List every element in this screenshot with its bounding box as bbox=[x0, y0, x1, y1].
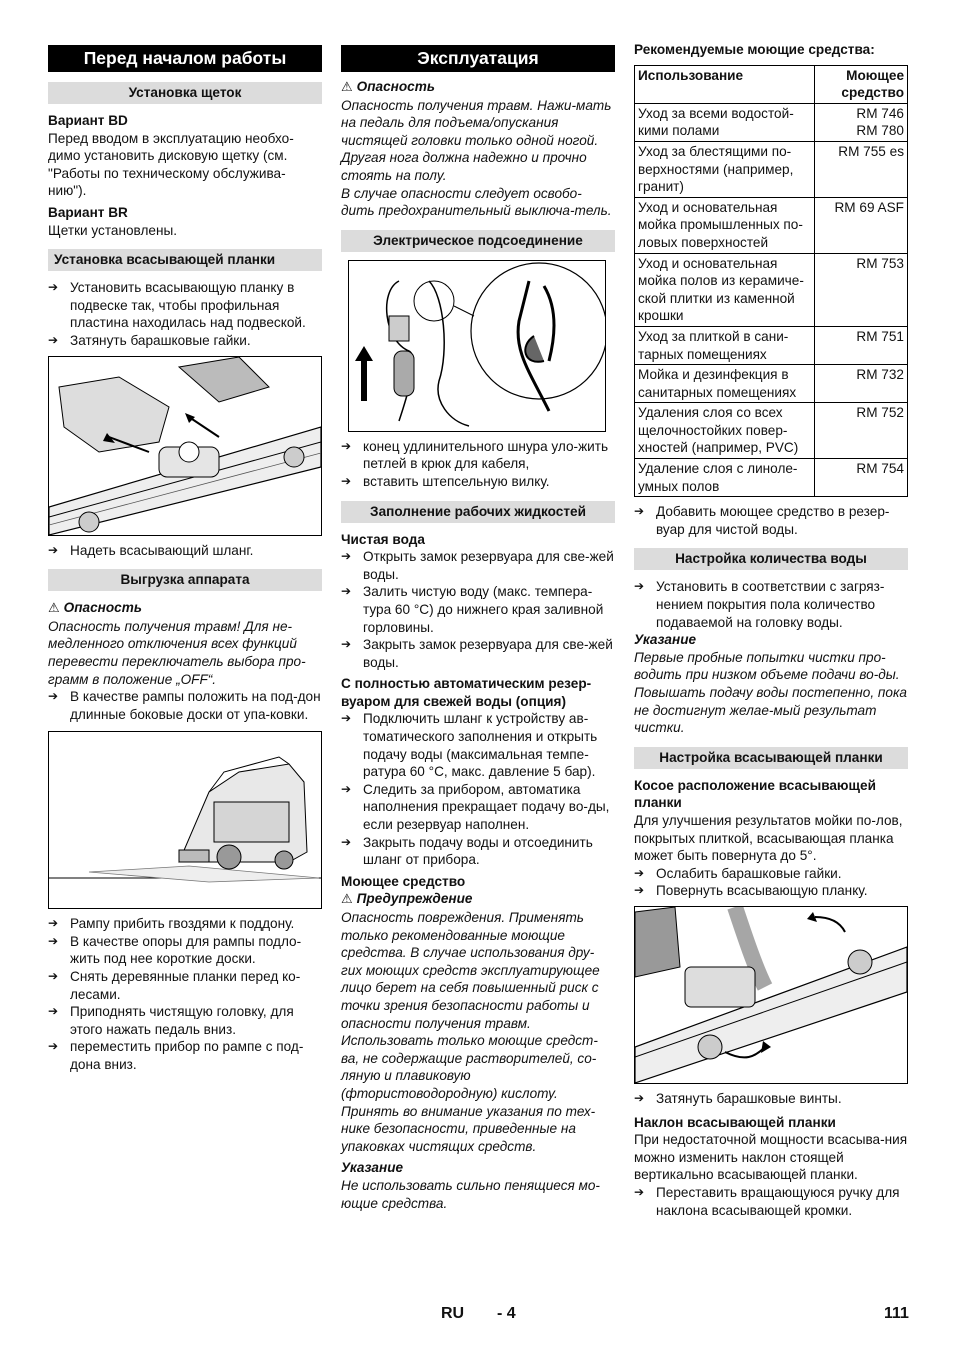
heading-electric: Электрическое подсоединение bbox=[341, 230, 615, 252]
detergent-cell: RM 752 bbox=[815, 403, 908, 459]
note-text: Не использовать сильно пенящиеся мо-ющие средства. bbox=[341, 1177, 600, 1211]
heading-squeegee-setup: Настройка всасывающей планки bbox=[634, 747, 908, 769]
warning-text: Опасность повреждения. Применять только рекомендованные моющие средства. В случае использования дру-гих моющих средств эксплуатирующее лицо берет на себя повышенный риск с точки зрения безопасности работы и опасности получения травм. Использовать только моющие средст-ва, не содержащие растворителей, со-ляную и плавиковую (фтористоводородную) кислоту. Принять во внимание указания по тех-нике безопасности, приведенные на упаковках чистящих средств. bbox=[341, 910, 600, 1154]
unload-step: ➔ переместить прибор по рампе с под-дона вниз. bbox=[48, 1038, 322, 1073]
tighten-step: ➔ Затянуть барашковые винты. bbox=[634, 1090, 908, 1108]
heading-brush-install: Установка щеток bbox=[48, 82, 322, 104]
detergent-table bbox=[634, 65, 908, 498]
unload-step: ➔ Приподнять чистящую головку, для этого нажать педаль вниз. bbox=[48, 1003, 322, 1038]
electric-step: ➔ конец удлинительного шнура уло-жить петлей в крюк для кабеля, bbox=[341, 438, 615, 473]
tilt-text: При недостаточной мощности всасыва-ния можно изменить наклон стоящей вертикально всасывающей планки. bbox=[634, 1132, 908, 1183]
usage-cell: Мойка и дезинфекция в санитарных помещениях bbox=[635, 365, 815, 403]
squeegee-step: ➔ Установить всасывающую планку в подвеске так, чтобы профильная пластина находилась над подвеской. bbox=[48, 279, 322, 332]
usage-cell: Удаления слоя со всех щелочностойких повер-хностей (например, PVC) bbox=[635, 403, 815, 459]
unload-ramp-figure bbox=[48, 731, 322, 909]
variant-br-text: Щетки установлены. bbox=[48, 222, 177, 238]
add-detergent-step: ➔ Добавить моющее средство в резер-вуар для чистой воды. bbox=[634, 503, 908, 538]
squeegee-oblique-figure bbox=[634, 906, 908, 1084]
danger-text: Опасность получения травм! Для не-медленного отключения всех функций перевести переключатель выбора про-грамм в положение „OFF“. bbox=[48, 618, 306, 687]
danger-text-2: В случае опасности следует освобо-дить предохранительный выключа-тель. bbox=[341, 185, 612, 219]
variant-br-title: Вариант BR bbox=[48, 204, 128, 220]
heading-unload: Выгрузка аппарата bbox=[48, 569, 322, 591]
recommended-title: Рекомендуемые моющие средства: bbox=[634, 42, 875, 57]
unload-step: ➔ В качестве рампы положить на под-дон длинные боковые доски от упа-ковки. bbox=[48, 688, 322, 723]
danger-label: ⚠ Опасность bbox=[48, 600, 142, 617]
note-text: Первые пробные попытки чистки про-водить при низком объеме подачи во-ды. Повышать подачу воды постепенно, пока не достигнут желае-мый результат чистки. bbox=[634, 649, 907, 736]
heading-squeegee-install: Установка всасывающей планки bbox=[48, 249, 322, 271]
auto-fill-step: ➔ Подключить шланг к устройству ав-томатического заполнения и открыть подачу воды (максимальная темпе-ратура 60 °C, макс. давление 5 бар). bbox=[341, 710, 615, 780]
footer-language: RU bbox=[441, 1305, 465, 1322]
table-row bbox=[635, 459, 908, 497]
oblique-step: ➔ Повернуть всасывающую планку. bbox=[634, 882, 908, 900]
clean-water-step: ➔ Открыть замок резервуара для све-жей воды. bbox=[341, 548, 615, 583]
detergent-title: Моющее средство bbox=[341, 873, 466, 889]
warning-label: ⚠ Предупреждение bbox=[341, 891, 473, 908]
table-row bbox=[635, 326, 908, 364]
oblique-title: Косое расположение всасывающей планки bbox=[634, 777, 876, 811]
table-row bbox=[635, 403, 908, 459]
column-right bbox=[634, 41, 908, 1219]
clean-water-title: Чистая вода bbox=[341, 531, 425, 547]
usage-cell: Удаление слоя с линоле-умных полов bbox=[635, 459, 815, 497]
detergent-cell: RM 746 RM 780 bbox=[815, 103, 908, 141]
unload-step: ➔ Рампу прибить гвоздями к поддону. bbox=[48, 915, 322, 933]
note-label: Указание bbox=[341, 1160, 404, 1176]
water-step: ➔ Установить в соответствии с загряз-нением покрытия пола количество подаваемой на головку воды. bbox=[634, 578, 908, 631]
usage-cell: Уход за всеми водостой-кими полами bbox=[635, 103, 815, 141]
variant-bd-text: Перед вводом в эксплуатацию необхо-димо установить дисковую щетку (см. "Работы по техническому обслужива-нию"). bbox=[48, 130, 294, 199]
usage-cell: Уход и основательная мойка промышленных по-ловых поверхностей bbox=[635, 197, 815, 253]
warning-triangle-icon: ⚠ bbox=[48, 601, 60, 617]
detergent-cell: RM 753 bbox=[815, 253, 908, 326]
section-title-operation: Эксплуатация bbox=[341, 45, 615, 72]
squeegee-install-figure bbox=[48, 356, 322, 536]
table-header: Использование bbox=[635, 65, 815, 103]
unload-step: ➔ Снять деревянные планки перед ко-лесами. bbox=[48, 968, 322, 1003]
column-middle bbox=[341, 45, 615, 1212]
danger-label: ⚠ Опасность bbox=[341, 79, 435, 95]
variant-bd-title: Вариант BD bbox=[48, 113, 128, 128]
table-row bbox=[635, 253, 908, 326]
footer-page-number: 111 bbox=[884, 1305, 909, 1322]
column-left bbox=[48, 45, 322, 1074]
detergent-cell: RM 751 bbox=[815, 326, 908, 364]
squeegee-hose-step: ➔ Надеть всасывающий шланг. bbox=[48, 542, 322, 560]
clean-water-step: ➔ Залить чистую воду (макс. темпера-тура 60 °C) до нижнего края заливной горловины. bbox=[341, 583, 615, 636]
usage-cell: Уход за блестящими по-верхностями (например, гранит) bbox=[635, 141, 815, 197]
danger-text: Опасность получения травм. Нажи-мать на педаль для подъема/опускания чистящей головки только одной ногой. Другая нога должна надежно и прочно стоять на полу. bbox=[341, 97, 612, 183]
usage-cell: Уход и основательная мойка полов из керамиче-ской плитки из каменной крошки bbox=[635, 253, 815, 326]
table-row bbox=[635, 141, 908, 197]
electric-step: ➔ вставить штепсельную вилку. bbox=[341, 473, 615, 491]
tilt-title: Наклон всасывающей планки bbox=[634, 1114, 836, 1130]
detergent-cell: RM 69 ASF bbox=[815, 197, 908, 253]
section-title-before-start: Перед началом работы bbox=[48, 45, 322, 72]
clean-water-step: ➔ Закрыть замок резервуара для све-жей воды. bbox=[341, 636, 615, 671]
auto-fill-title: С полностью автоматическим резер-вуаром для свежей воды (опция) bbox=[341, 676, 592, 709]
heading-water-amount: Настройка количества воды bbox=[634, 548, 908, 570]
table-header: Моющее средство bbox=[815, 65, 908, 103]
note-label: Указание bbox=[634, 632, 697, 648]
warning-triangle-icon: ⚠ bbox=[341, 892, 353, 908]
oblique-step: ➔ Ослабить барашковые гайки. bbox=[634, 865, 908, 883]
table-row bbox=[635, 365, 908, 403]
auto-fill-step: ➔ Закрыть подачу воды и отсоединить шланг от прибора. bbox=[341, 834, 615, 869]
detergent-cell: RM 754 bbox=[815, 459, 908, 497]
auto-fill-step: ➔ Следить за прибором, автоматика наполнения прекращает подачу во-ды, если резервуар наполнен. bbox=[341, 781, 615, 834]
electric-connection-figure bbox=[348, 260, 606, 432]
unload-step: ➔ В качестве опоры для рампы подло-жить под нее короткие доски. bbox=[48, 933, 322, 968]
table-header-row bbox=[635, 65, 908, 103]
oblique-text: Для улучшения результатов мойки по-лов, покрытых плиткой, всасывающая планка может быть повернута до 5°. bbox=[634, 812, 903, 864]
heading-fill-liquids: Заполнение рабочих жидкостей bbox=[341, 501, 615, 523]
detergent-cell: RM 732 bbox=[815, 365, 908, 403]
table-row bbox=[635, 103, 908, 141]
table-row bbox=[635, 197, 908, 253]
warning-triangle-icon: ⚠ bbox=[341, 80, 353, 95]
footer-section: - 4 bbox=[497, 1305, 516, 1322]
squeegee-step: ➔ Затянуть барашковые гайки. bbox=[48, 332, 322, 350]
tilt-step: ➔ Переставить вращающуюся ручку для наклона всасывающей кромки. bbox=[634, 1184, 908, 1219]
detergent-cell: RM 755 es bbox=[815, 141, 908, 197]
usage-cell: Уход за плиткой в сани-тарных помещениях bbox=[635, 326, 815, 364]
